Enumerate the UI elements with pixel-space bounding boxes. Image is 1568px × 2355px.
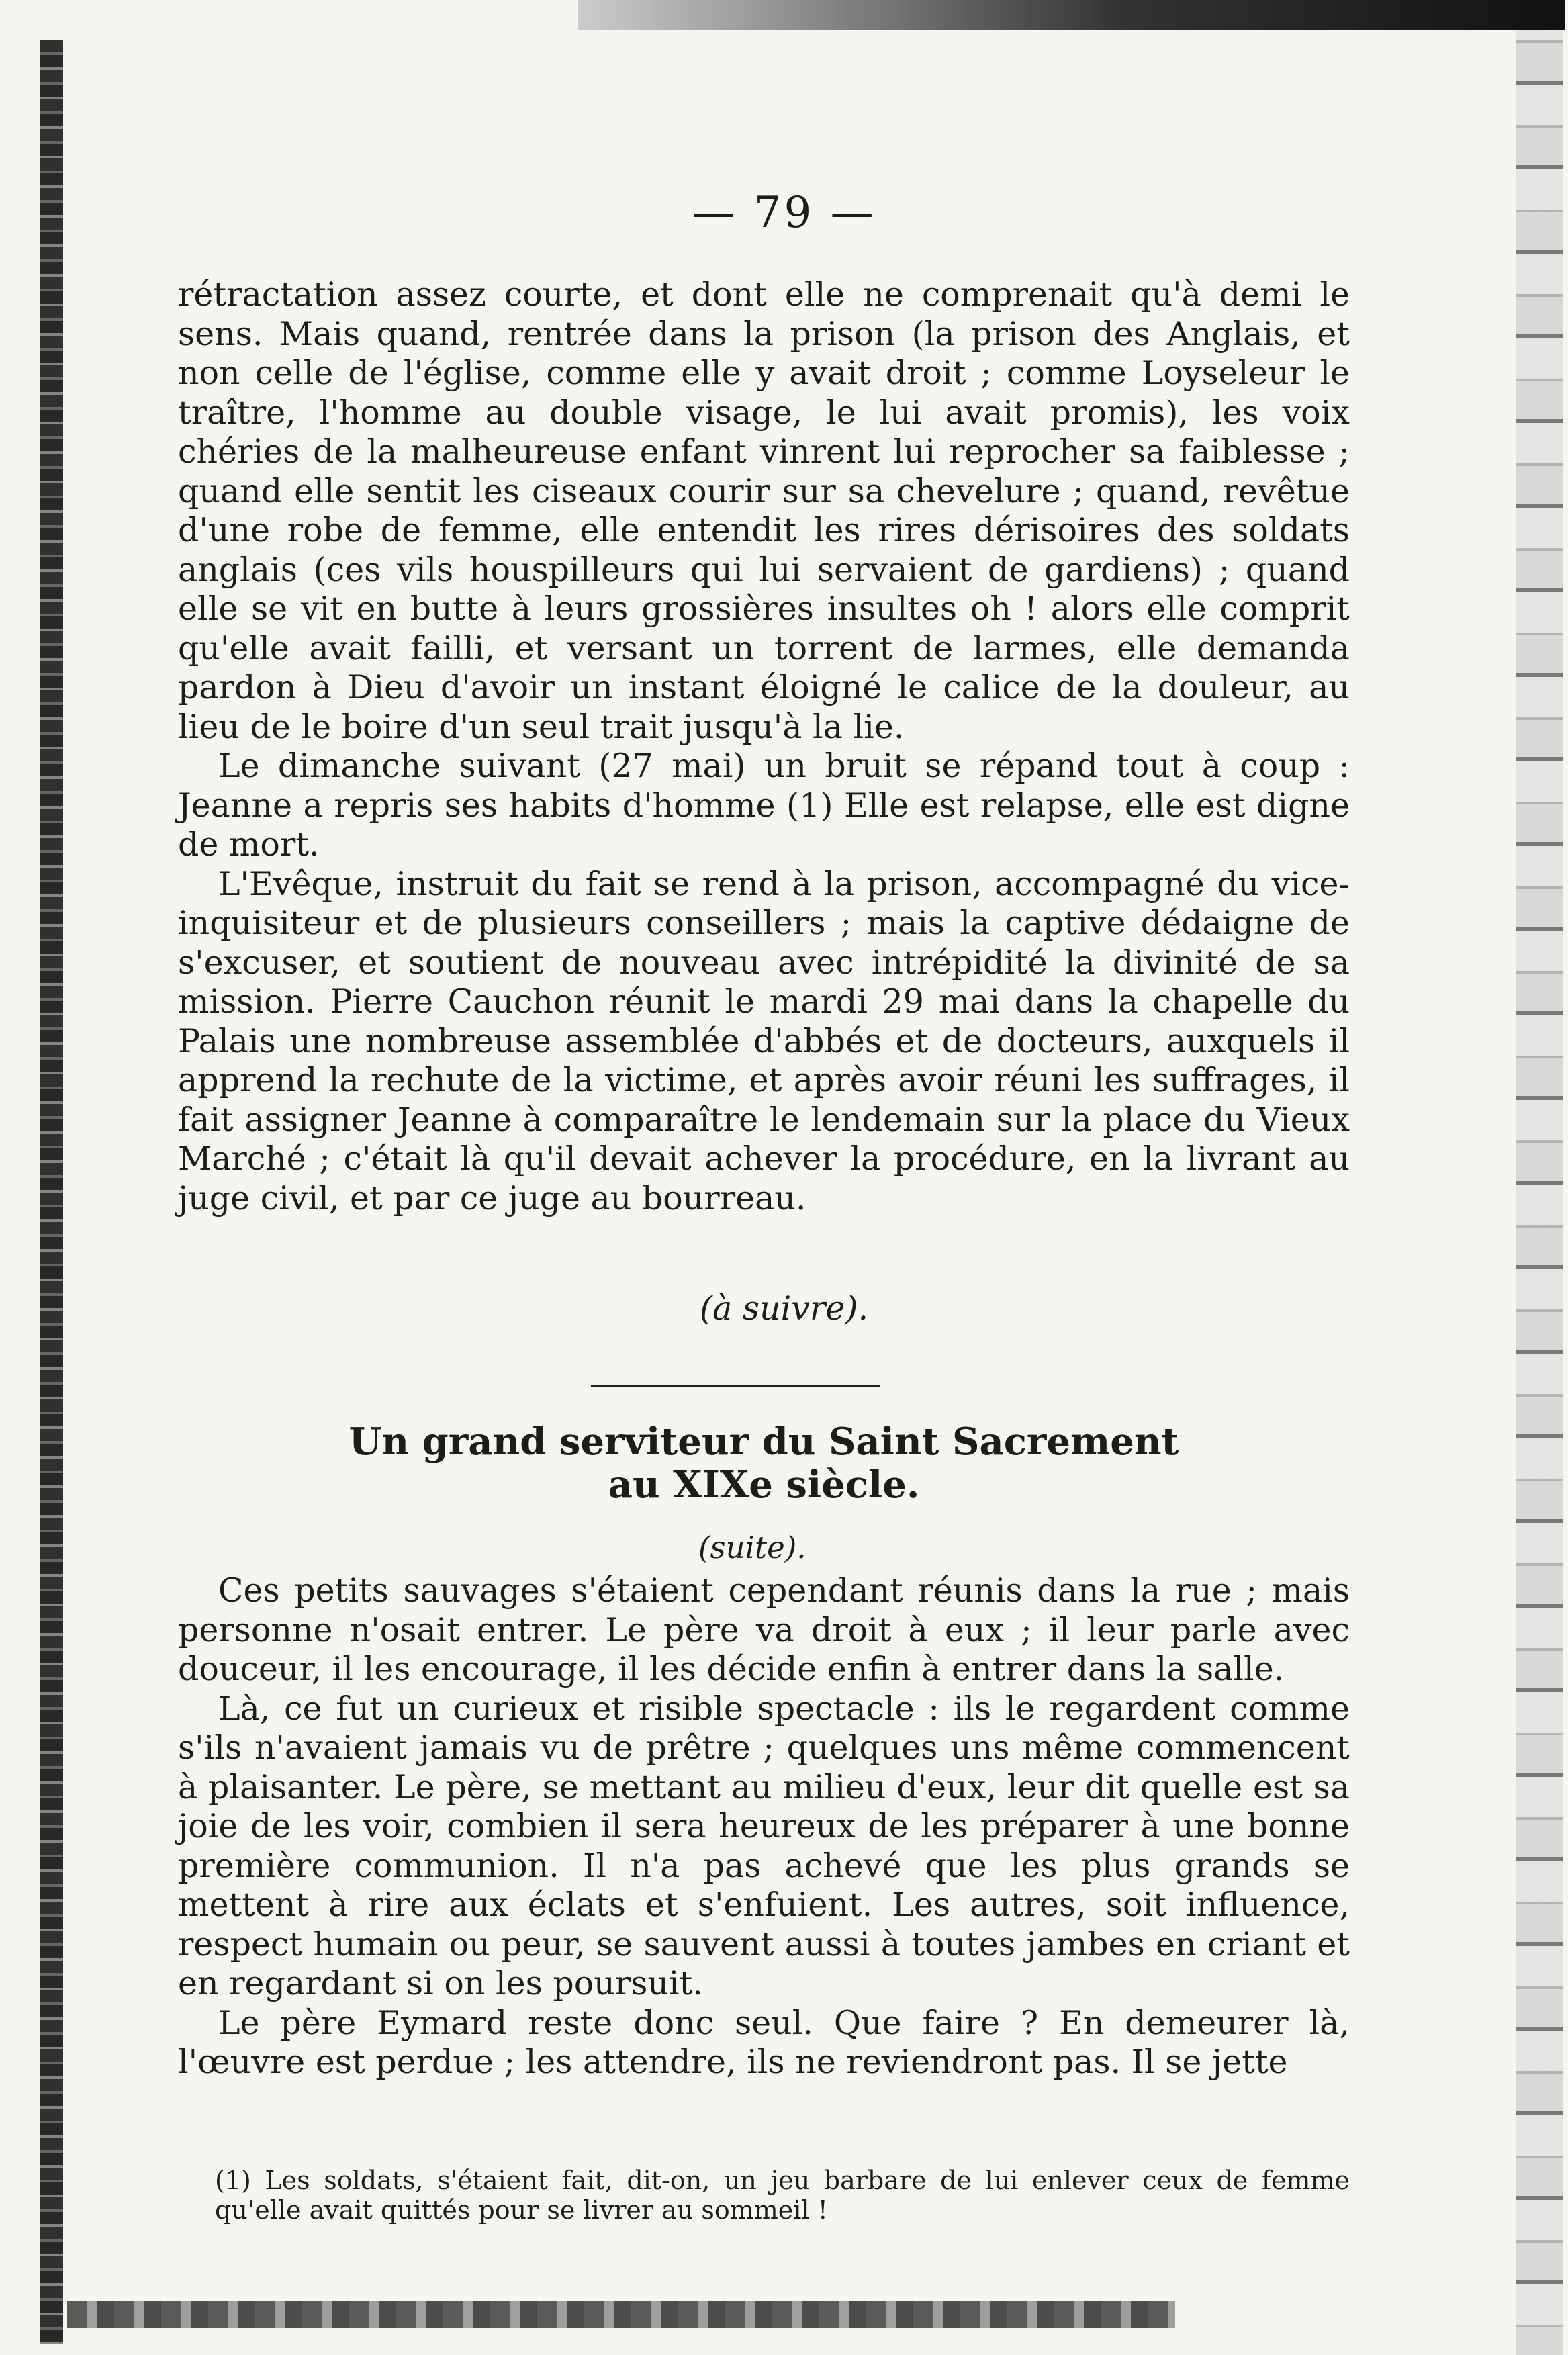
article-eymard-text xyxy=(178,1571,1350,2082)
paragraph: Le père Eymard reste donc seul. Que faire ? En demeurer là, l'œuvre est perdue ; les attendre, ils ne reviendront pas. Il se jette xyxy=(178,2003,1350,2081)
paragraph: L'Evêque, instruit du fait se rend à la prison, accompagné du vice-inquisiteur et de plusieurs conseillers ; mais la captive dédaigne de s'excuser, et soutient de nouveau avec intrépidité la divinité de sa mission. Pierre Cauchon réunit le mardi 29 mai dans la chapelle du Palais une nombreuse assemblée d'abbés et de docteurs, auxquels il apprend la rechute de la victime, et après avoir réuni les suffrages, il fait assigner Jeanne à comparaître le lendemain sur la place du Vieux Marché ; c'était là qu'il devait achever la procédure, en la livrant au juge civil, et par ce juge au bourreau. xyxy=(178,864,1350,1217)
scan-bottom-edge xyxy=(67,2301,1175,2328)
paragraph: Là, ce fut un curieux et risible spectacle : ils le regardent comme s'ils n'avaient jamais vu de prêtre ; quelques uns même commencent à plaisanter. Le père, se mettant au milieu d'eux, leur dit quelle est sa joie de les voir, combien il sera heureux de les préparer à une bonne première communion. Il n'a pas achevé que les plus grands se mettent à rire aux éclats et s'enfuient. Les autres, soit influence, respect humain ou peur, se sauvent aussi à toutes jambes en criant et en regardant si on les poursuit. xyxy=(178,1689,1350,2002)
heading-line-2: au XIXe siècle. xyxy=(608,1463,920,1507)
suite-label: (suite). xyxy=(698,1530,806,1565)
paragraph: Ces petits sauvages s'étaient cependant réunis dans la rue ; mais personne n'osait entrer. Le père va droit à eux ; il leur parle avec douceur, il les encourage, il les décide enfin à entrer dans la salle. xyxy=(178,1571,1350,1688)
scan-top-edge xyxy=(578,0,1565,30)
scan-right-edge xyxy=(1516,0,1563,2355)
page-number: — 79 — xyxy=(692,188,876,238)
article-jeanne-text xyxy=(178,275,1350,1218)
section-heading xyxy=(178,1420,1350,1506)
heading-line-1: Un grand serviteur du Saint Sacrement xyxy=(349,1420,1179,1464)
continued-note: (à suivre). xyxy=(699,1289,869,1328)
paragraph: Le dimanche suivant (27 mai) un bruit se répand tout à coup : Jeanne a repris ses habits d'homme (1) Elle est relapse, elle est digne de mort. xyxy=(178,747,1350,864)
section-divider xyxy=(591,1385,880,1387)
footnote: (1) Les soldats, s'étaient fait, dit-on, un jeu barbare de lui enlever ceux de femme qu'elle avait quittés pour se livrer au sommeil ! xyxy=(215,2166,1350,2225)
paragraph: rétractation assez courte, et dont elle ne comprenait qu'à demi le sens. Mais quand, rentrée dans la prison (la prison des Anglais, et non celle de l'église, comme elle y avait droit ; comme Loyseleur le traître, l'homme au double visage, le lui avait promis), les voix chéries de la malheureuse enfant vinrent lui reprocher sa faiblesse ; quand elle sentit les ciseaux courir sur sa chevelure ; quand, revêtue d'une robe de femme, elle entendit les rires dérisoires des soldats anglais (ces vils houspilleurs qui lui servaient de gardiens) ; quand elle se vit en butte à leurs grossières insultes oh ! alors elle comprit qu'elle avait failli, et versant un torrent de larmes, elle demanda pardon à Dieu d'avoir un instant éloigné le calice de la douleur, au lieu de le boire d'un seul trait jusqu'à la lie. xyxy=(178,275,1350,746)
scan-left-edge xyxy=(40,40,63,2344)
